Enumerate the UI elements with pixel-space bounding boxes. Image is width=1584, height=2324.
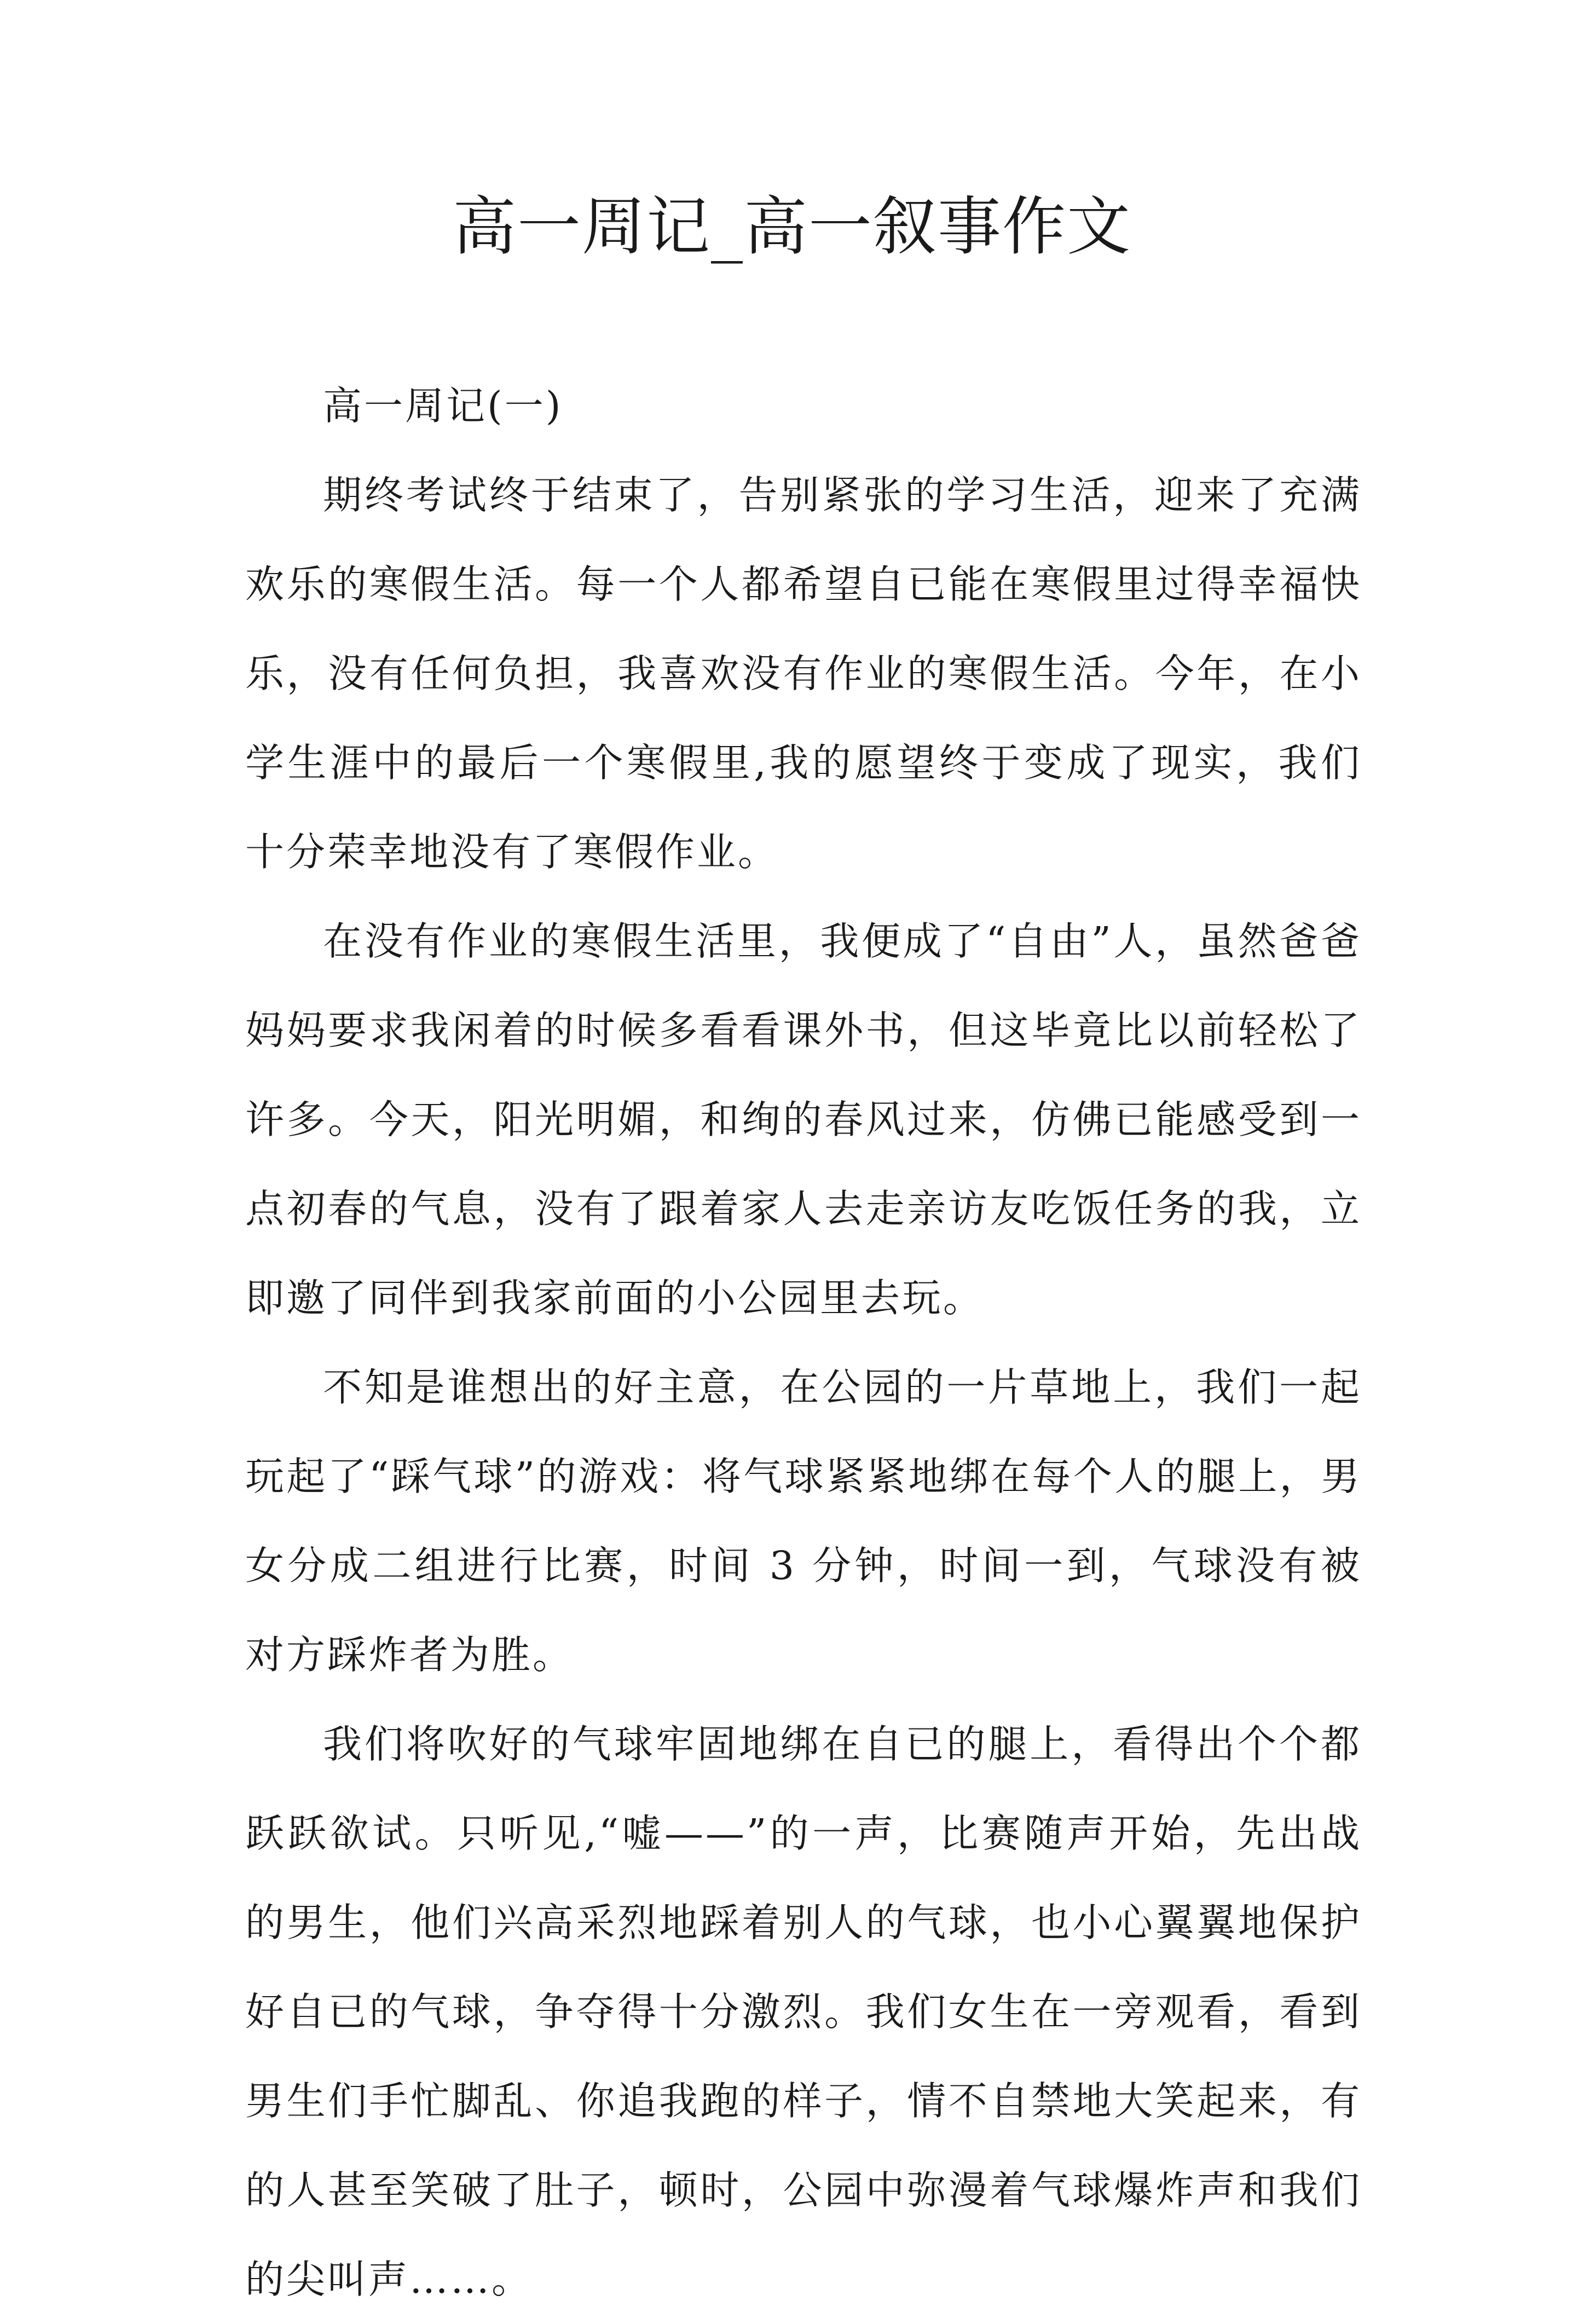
paragraph-2: 在没有作业的寒假生活里，我便成了“自由”人，虽然爸爸妈妈要求我闲着的时候多看看课外书，但这毕竟比以前轻松了许多。今天，阳光明媚，和绚的春风过来，仿佛已能感受到一点初春的气息，没有了跟着家人去走亲访友吃饭任务的我，立即邀了同伴到我家前面的小公园里去玩。 bbox=[245, 918, 1362, 1321]
document-title: 高一周记_高一叙事作文 bbox=[453, 190, 1131, 264]
document-body bbox=[245, 361, 1362, 2324]
section-heading: 高一周记(一) bbox=[323, 383, 563, 429]
paragraph-4: 我们将吹好的气球牢固地绑在自已的腿上，看得出个个都跃跃欲试。只听见,“嘘——”的一声，比赛随声开始，先出战的男生，他们兴高采烈地踩着别人的气球，也小心翼翼地保护好自已的气球，争夺得十分激烈。我们女生在一旁观看，看到男生们手忙脚乱、你追我跑的样子，情不自禁地大笑起来，有的人甚至笑破了肚子，顿时，公园中弥漫着气球爆炸声和我们的尖叫声……。 bbox=[245, 1721, 1362, 2302]
paragraph-1: 期终考试终于结束了，告别紧张的学习生活，迎来了充满欢乐的寒假生活。每一个人都希望自已能在寒假里过得幸福快乐，没有任何负担，我喜欢没有作业的寒假生活。今年，在小学生涯中的最后一个寒假里,我的愿望终于变成了现实，我们十分荣幸地没有了寒假作业。 bbox=[245, 472, 1362, 875]
paragraph-3: 不知是谁想出的好主意，在公园的一片草地上，我们一起玩起了“踩气球”的游戏：将气球紧紧地绑在每个人的腿上，男女分成二组进行比赛，时间 3 分钟，时间一到，气球没有被对方踩炸者为胜。 bbox=[245, 1365, 1362, 1678]
